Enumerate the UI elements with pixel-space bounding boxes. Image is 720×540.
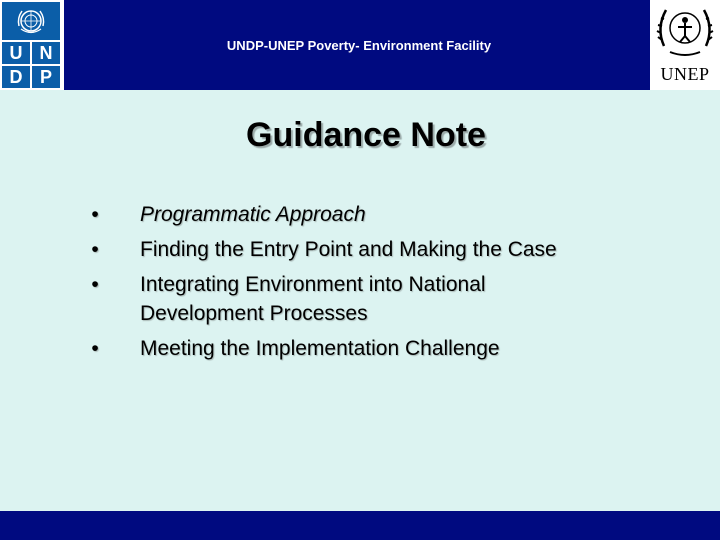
bullet-list	[0, 200, 720, 369]
unep-wordmark: UNEP	[660, 64, 710, 84]
bullet-text: Integrating Environment into National Development Processes	[140, 273, 486, 325]
unep-emblem-icon	[650, 0, 720, 64]
bullet-marker: •	[91, 273, 99, 296]
un-emblem-icon	[2, 2, 60, 40]
undp-letter: N	[32, 42, 60, 64]
undp-letter: D	[2, 66, 30, 88]
bullet-text: Programmatic Approach	[140, 203, 366, 226]
slide-title: Guidance Note	[246, 116, 486, 154]
bullet-marker: •	[91, 238, 99, 261]
bullet-item	[0, 235, 720, 264]
header-bar	[0, 0, 720, 90]
bullet-text: Meeting the Implementation Challenge	[140, 337, 500, 360]
footer-bar	[0, 511, 720, 540]
header-title: UNDP-UNEP Poverty- Environment Facility	[226, 38, 492, 53]
bullet-item	[0, 334, 720, 363]
undp-letter: U	[2, 42, 30, 64]
bullet-text: Finding the Entry Point and Making the Case	[140, 238, 557, 261]
bullet-marker: •	[91, 337, 99, 360]
undp-letter-grid	[2, 42, 60, 88]
bullet-item	[0, 200, 720, 229]
undp-letter: P	[32, 66, 60, 88]
unep-logo	[650, 0, 720, 90]
undp-logo	[0, 0, 64, 90]
bullet-marker: •	[91, 203, 99, 226]
bullet-item	[0, 270, 720, 328]
